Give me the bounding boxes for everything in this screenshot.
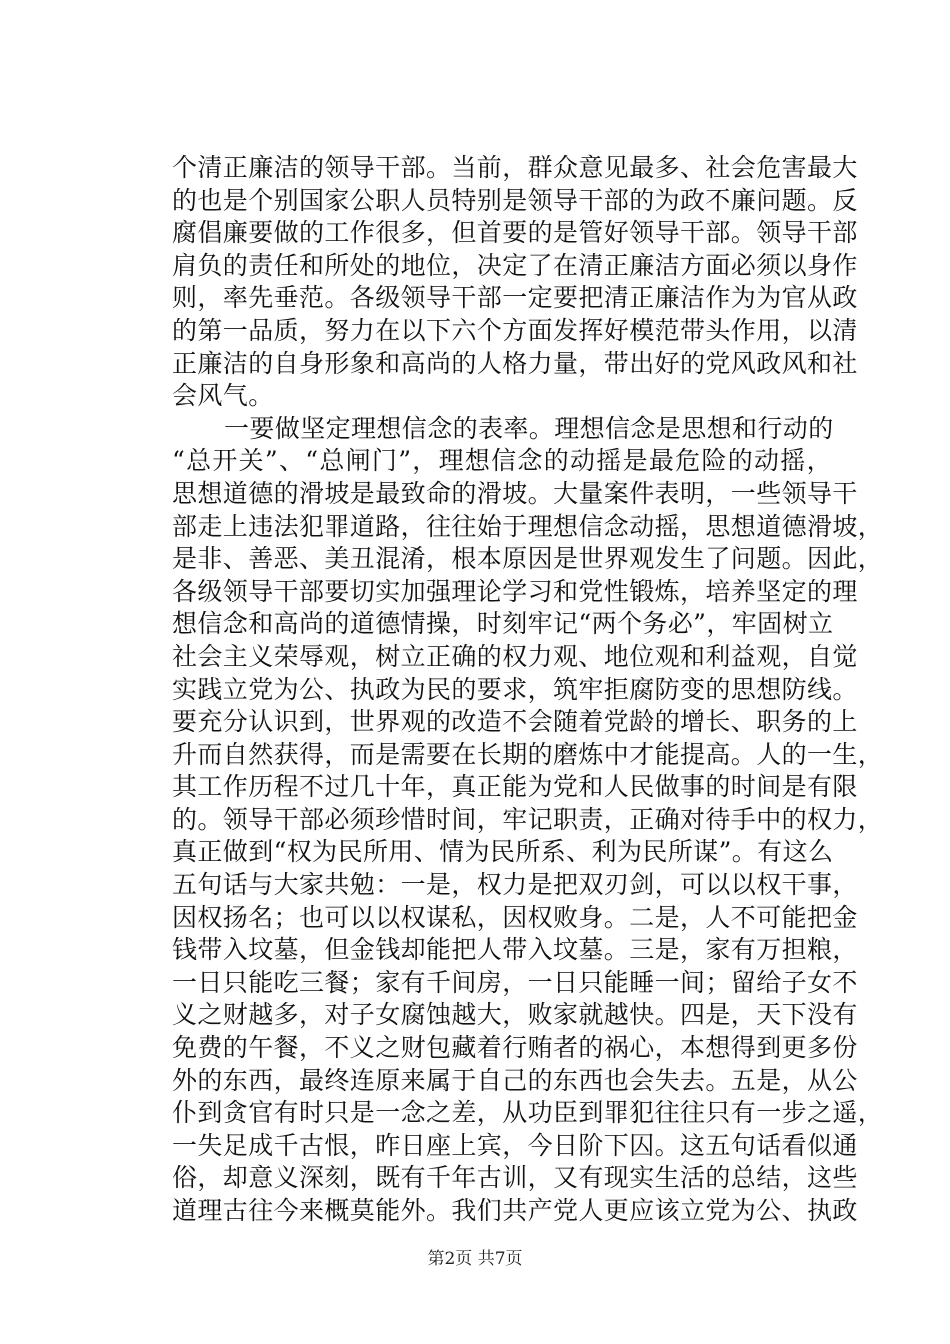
text-line: 是非、善恶、美丑混淆，根本原因是世界观发生了问题。因此， (172, 544, 884, 574)
text-line: 钱带入坟墓，但金钱却能把人带入坟墓。三是，家有万担粮， (172, 935, 858, 965)
text-line: 一日只能吃三餐；家有千间房，一日只能睡一间；留给子女不 (172, 967, 858, 997)
text-line: 真正做到“权为民所用、情为民所系、利为民所谋”。有这么 (172, 837, 834, 867)
text-line: 实践立党为公、执政为民的要求，筑牢拒腐防变的思想防线。 (172, 674, 858, 704)
text-line: 要充分认识到，世界观的改造不会随着党龄的增长、职务的上 (172, 707, 858, 737)
text-line: 俗，却意义深刻，既有千年古训，又有现实生活的总结，这些 (172, 1163, 858, 1193)
text-line: 因权扬名；也可以以权谋私，因权败身。二是，人不可能把金 (172, 902, 858, 932)
text-line: 其工作历程不过几十年，真正能为党和人民做事的时间是有限 (172, 772, 858, 802)
text-line: 想信念和高尚的道德情操，时刻牢记“两个务必”，牢固树立 (172, 609, 834, 639)
text-line: 社会主义荣辱观，树立正确的权力观、地位观和利益观，自觉 (172, 641, 858, 671)
text-line: 腐倡廉要做的工作很多，但首要的是管好领导干部。领导干部 (172, 218, 858, 248)
text-line: 部走上违法犯罪道路，往往始于理想信念动摇，思想道德滑坡， (172, 511, 884, 541)
body-text (172, 152, 884, 1228)
text-line: 各级领导干部要切实加强理论学习和党性锻炼，培养坚定的理 (172, 576, 858, 606)
text-line: 仆到贪官有时只是一念之差，从功臣到罪犯往往只有一步之遥， (172, 1098, 884, 1128)
text-line: 会风气。 (172, 381, 274, 411)
text-line: 则，率先垂范。各级领导干部一定要把清正廉洁作为为官从政 (172, 283, 858, 313)
text-line: 道理古往今来概莫能外。我们共产党人更应该立党为公、执政 (172, 1196, 858, 1225)
text-line: 肩负的责任和所处的地位，决定了在清正廉洁方面必须以身作 (172, 250, 858, 280)
text-line: “总开关”、“总闸门”，理想信念的动摇是最危险的动摇， (172, 446, 832, 476)
text-line: 的也是个别国家公职人员特别是领导干部的为政不廉问题。反 (172, 185, 858, 215)
paragraph-start-line: 一要做坚定理想信念的表率。理想信念是思想和行动的 (224, 413, 834, 443)
text-line: 的第一品质，努力在以下六个方面发挥好模范带头作用，以清 (172, 315, 858, 345)
text-line: 免费的午餐，不义之财包藏着行贿者的祸心，本想得到更多份 (172, 1033, 858, 1063)
text-line: 一失足成千古恨，昨日座上宾，今日阶下囚。这五句话看似通 (172, 1130, 858, 1160)
text-line: 思想道德的滑坡是最致命的滑坡。大量案件表明，一些领导干 (172, 478, 858, 508)
text-line: 的。领导干部必须珍惜时间，牢记职责，正确对待手中的权力， (172, 804, 884, 834)
text-line: 正廉洁的自身形象和高尚的人格力量，带出好的党风政风和社 (172, 348, 858, 378)
text-line: 义之财越多，对子女腐蚀越大，败家就越快。四是，天下没有 (172, 1000, 858, 1030)
page-number-footer: 第2页 共7页 (427, 1249, 523, 1269)
text-line: 外的东西，最终连原来属于自己的东西也会失去。五是，从公 (172, 1065, 858, 1095)
text-line: 升而自然获得，而是需要在长期的磨炼中才能提高。人的一生， (172, 739, 884, 769)
text-line: 五句话与大家共勉：一是，权力是把双刃剑，可以以权干事， (172, 870, 858, 900)
text-line: 个清正廉洁的领导干部。当前，群众意见最多、社会危害最大 (172, 153, 858, 182)
